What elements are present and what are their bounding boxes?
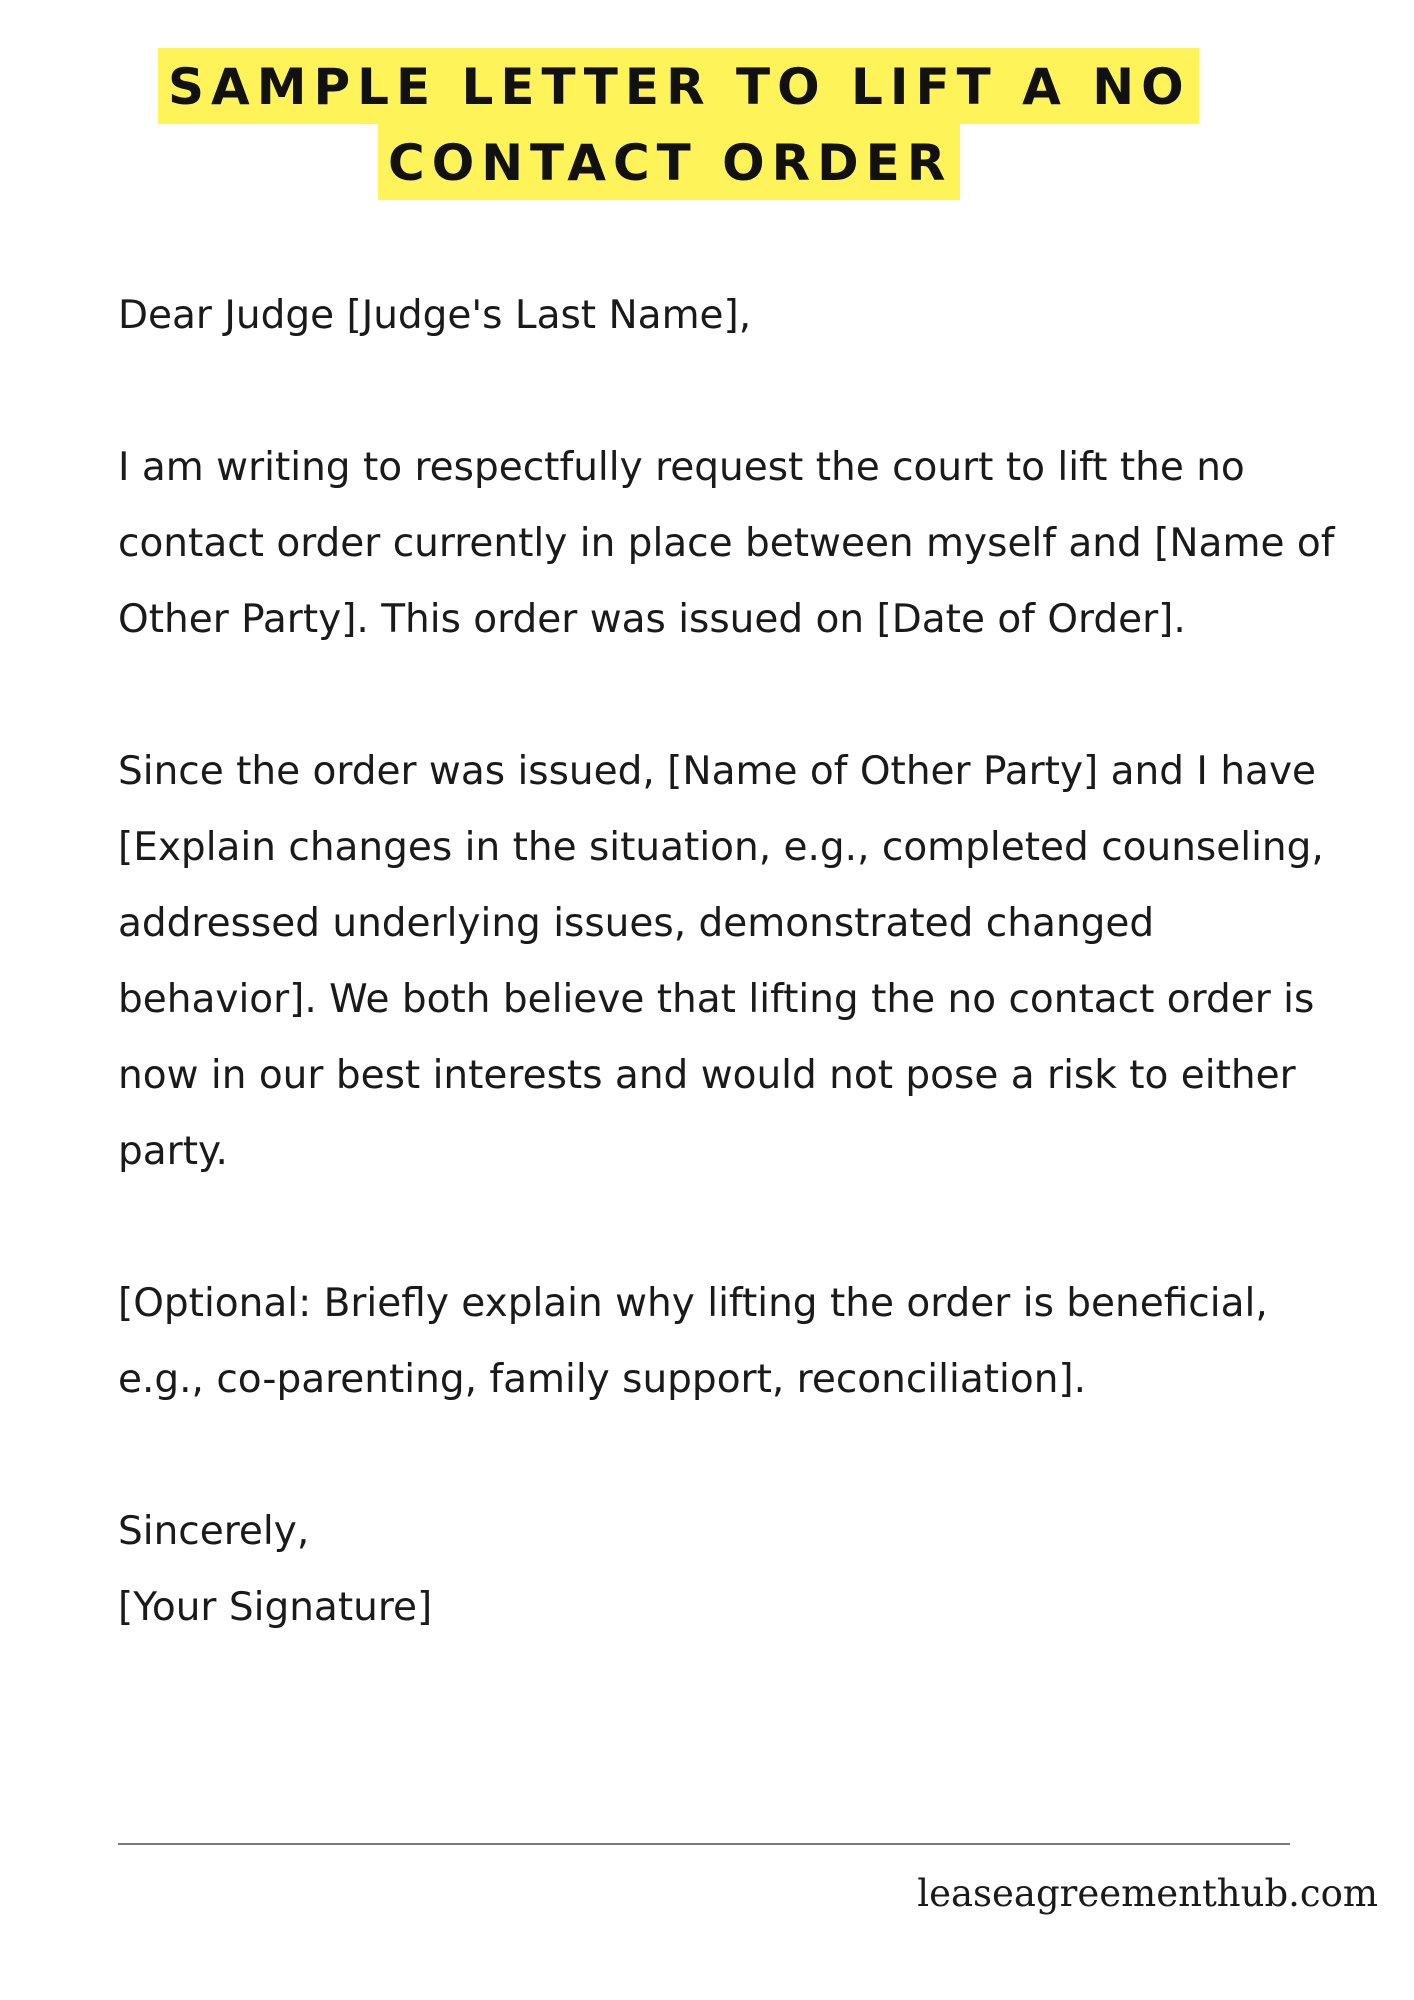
footer-site-name: leaseagreementhub.com [917,1872,1378,1915]
closing-block [118,1494,1358,1646]
closing: Sincerely, [118,1509,310,1554]
paragraph-request: I am writing to respectfully request the court to lift the no contact order currently in place between myself and [Name of Other Party]. This order was issued on [Date of Order]. [118,445,1335,642]
paragraph-optional: [Optional: Briefly explain why lifting the order is beneficial, e.g., co-parenting, family support, reconciliation]. [118,1281,1268,1402]
footer-divider [118,1843,1290,1845]
letter-body [118,278,1358,1646]
paragraph-changes: Since the order was issued, [Name of Other Party] and I have [Explain changes in the situation, e.g., completed counseling, addressed underlying issues, demonstrated changed behavior]. We both believe that lifting the no contact order is now in our best interests and would not pose a risk to either party. [118,749,1324,1174]
salutation: Dear Judge [Judge's Last Name], [118,293,752,338]
title-line-1: SAMPLE LETTER TO LIFT A NO [158,48,1199,124]
title-line-2: CONTACT ORDER [378,124,960,200]
signature-placeholder: [Your Signature] [118,1585,433,1630]
